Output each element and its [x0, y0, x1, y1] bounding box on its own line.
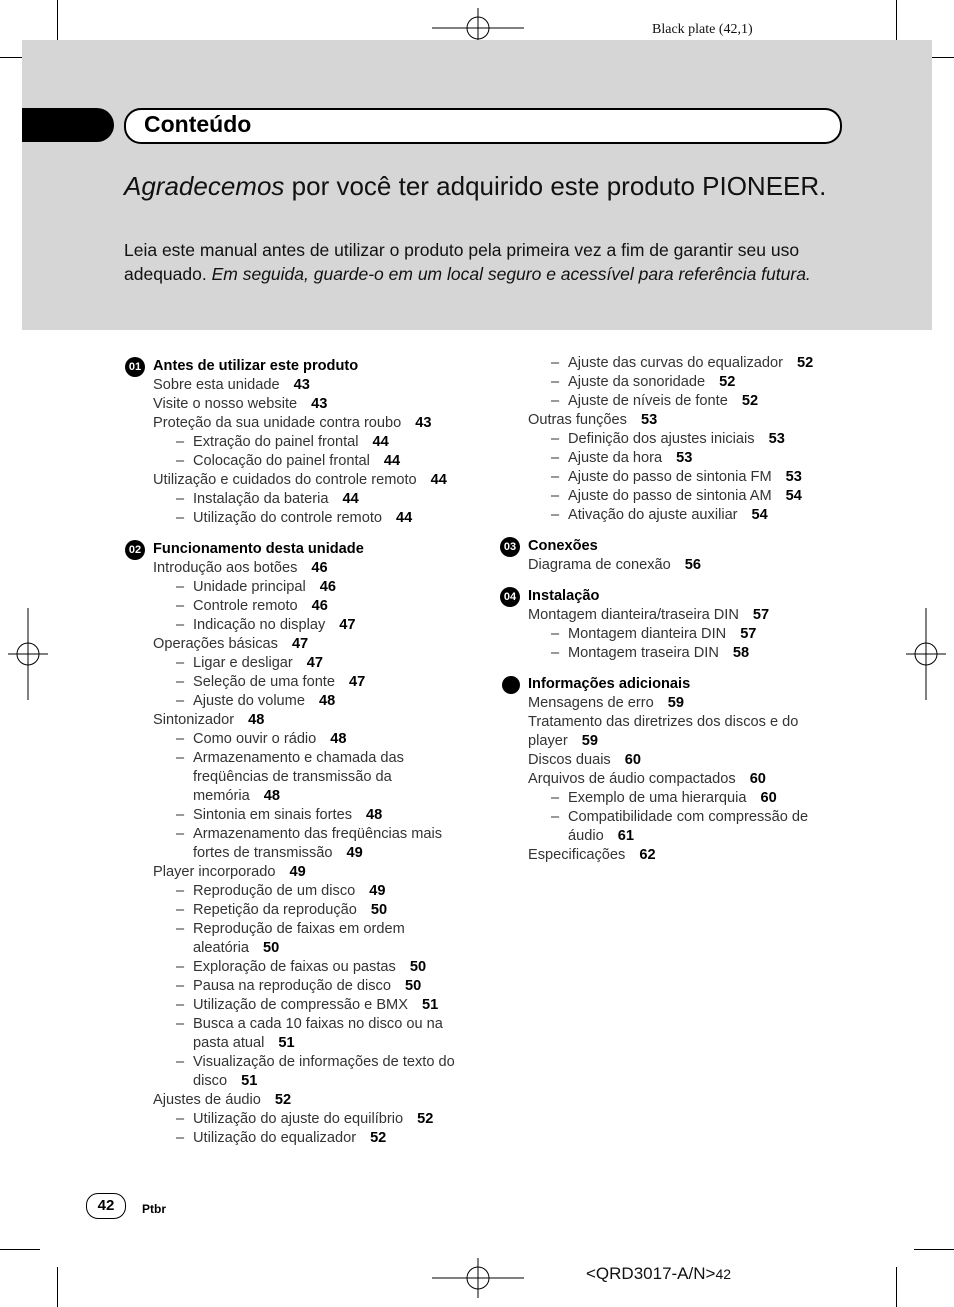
toc-page-number: 57 — [740, 626, 757, 642]
toc-entry-text: Exemplo de uma hierarquia — [568, 790, 747, 806]
toc-entry — [528, 354, 838, 373]
toc-page-number: 61 — [617, 828, 634, 844]
toc-entry-text: Ligar e desligar — [193, 655, 293, 671]
toc-page-number: 44 — [342, 491, 359, 507]
toc-entry-text: Extração do painel frontal — [193, 434, 359, 450]
crop-mark — [0, 1249, 40, 1250]
toc-entry-text: Indicação no display — [193, 617, 326, 633]
toc-page-number: 48 — [366, 807, 383, 823]
dash-bullet-icon: – — [176, 902, 185, 918]
toc-page-number: 47 — [348, 674, 366, 690]
toc-entry — [153, 490, 473, 509]
dash-bullet-icon: – — [176, 674, 185, 690]
toc-entry — [153, 559, 473, 578]
section-number-badge: 04 — [500, 587, 520, 607]
toc-entry-text: Diagrama de conexão — [528, 557, 671, 573]
section-gap — [528, 525, 838, 537]
toc-page-number: 44 — [383, 453, 401, 469]
toc-page-number: 60 — [749, 771, 766, 787]
dash-bullet-icon: – — [176, 921, 185, 937]
crop-mark — [914, 1249, 954, 1250]
toc-entry — [153, 376, 473, 395]
toc-entry — [528, 644, 838, 663]
section-gap — [153, 528, 473, 540]
toc-entry — [153, 673, 473, 692]
toc-entry-text: Player incorporado — [153, 864, 276, 880]
toc-section-heading — [503, 537, 838, 556]
dash-bullet-icon: – — [551, 469, 560, 485]
dash-bullet-icon: – — [176, 1130, 185, 1146]
toc-page-number: 60 — [624, 752, 641, 768]
dash-bullet-icon: – — [176, 1054, 185, 1070]
toc-entry-text: Utilização do controle remoto — [193, 510, 382, 526]
dash-bullet-icon: – — [551, 626, 560, 642]
dash-bullet-icon: – — [551, 507, 560, 523]
toc-entry-text: Pausa na reprodução de disco — [193, 978, 391, 994]
toc-entry-text: Utilização do ajuste do equilíbrio — [193, 1111, 404, 1127]
toc-entry-text: Proteção da sua unidade contra roubo — [153, 415, 402, 431]
toc-entry-text: Montagem dianteira/traseira DIN — [528, 607, 739, 623]
toc-page-number: 59 — [581, 733, 598, 749]
toc-page-number: 50 — [409, 959, 427, 975]
document-code — [586, 1264, 731, 1284]
toc-entry — [153, 863, 473, 882]
toc-entry — [153, 1053, 473, 1091]
section-number-badge: 01 — [125, 357, 145, 377]
toc-entry — [528, 556, 838, 575]
headline-italic: Agradecemos — [124, 171, 285, 201]
toc-section-heading — [128, 357, 473, 376]
toc-page-number: 54 — [751, 507, 768, 523]
toc-entry-text: Discos duais — [528, 752, 611, 768]
toc-entry-text: Ativação do ajuste auxiliar — [568, 507, 738, 523]
crop-mark — [57, 0, 58, 40]
toc-entry — [528, 713, 838, 751]
toc-entry-text: Introdução aos botões — [153, 560, 298, 576]
dash-bullet-icon: – — [176, 617, 185, 633]
toc-entry — [153, 433, 473, 452]
toc-page-number: 47 — [291, 636, 309, 652]
toc-page-number: 43 — [311, 396, 328, 412]
toc-page-number: 57 — [752, 607, 770, 623]
toc-entry-text: Ajustes de áudio — [153, 1092, 261, 1108]
toc-entry — [528, 411, 838, 430]
toc-entry-text: Busca a cada 10 faixas no disco ou na pasta atual — [193, 1016, 443, 1051]
toc-right-column — [503, 354, 838, 865]
toc-entry — [528, 770, 838, 789]
toc-entry — [153, 882, 473, 901]
toc-entry — [153, 1110, 473, 1129]
toc-entry-text: Visite o nosso website — [153, 396, 298, 412]
dash-bullet-icon: – — [176, 997, 185, 1013]
section-number-badge: 02 — [125, 540, 145, 560]
section-number-badge — [502, 676, 520, 694]
toc-page-number: 48 — [263, 788, 280, 804]
toc-entry-text: Instalação da bateria — [193, 491, 329, 507]
toc-section-title: Instalação — [528, 588, 600, 604]
toc-page-number: 53 — [768, 431, 785, 447]
toc-entry-text: Controle remoto — [193, 598, 298, 614]
toc-page-number: 49 — [369, 883, 386, 899]
dash-bullet-icon: – — [551, 431, 560, 447]
toc-page-number: 46 — [311, 560, 328, 576]
toc-entry-text: Armazenamento e chamada das freqüências de transmissão da memória — [193, 750, 404, 804]
toc-entry-text: Ajuste de níveis de fonte — [568, 393, 728, 409]
toc-entry — [528, 487, 838, 506]
toc-entry — [153, 920, 473, 958]
toc-entry — [528, 506, 838, 525]
toc-entry — [528, 751, 838, 770]
toc-entry — [528, 694, 838, 713]
intro-normal: Leia este manual antes de utilizar o produto pela primeira vez a fim de garantir seu uso adequado. — [124, 240, 800, 284]
toc-entry — [153, 597, 473, 616]
dash-bullet-icon: – — [176, 693, 185, 709]
toc-entry-text: Sintonizador — [153, 712, 235, 728]
toc-section-heading — [528, 675, 838, 694]
toc-entry — [528, 808, 838, 846]
toc-entry — [153, 711, 473, 730]
section-title: Conteúdo — [144, 111, 252, 137]
dash-bullet-icon: – — [551, 374, 560, 390]
toc-entry — [153, 996, 473, 1015]
toc-entry-text: Definição dos ajustes iniciais — [568, 431, 755, 447]
toc-entry — [528, 625, 838, 644]
toc-entry-text: Tratamento das diretrizes dos discos e do player — [528, 714, 799, 749]
toc-entry-text: Montagem traseira DIN — [568, 645, 719, 661]
toc-entry — [528, 430, 838, 449]
registration-mark — [906, 608, 946, 700]
toc-entry — [153, 654, 473, 673]
toc-entry-text: Repetição da reprodução — [193, 902, 357, 918]
toc-entry-text: Montagem dianteira DIN — [568, 626, 727, 642]
toc-page-number: 48 — [248, 712, 265, 728]
toc-entry — [153, 730, 473, 749]
toc-page-number: 62 — [639, 847, 656, 863]
toc-entry — [153, 692, 473, 711]
toc-section-title: Antes de utilizar este produto — [153, 358, 359, 374]
toc-section-heading — [128, 540, 473, 559]
toc-entry-text: Visualização de informações de texto do disco — [193, 1054, 455, 1089]
dash-bullet-icon: – — [176, 1016, 185, 1032]
headline-rest: por você ter adquirido este produto PIONEER. — [284, 171, 827, 201]
toc-entry — [153, 471, 473, 490]
toc-page-number: 51 — [421, 997, 439, 1013]
dash-bullet-icon: – — [176, 883, 185, 899]
toc-entry — [153, 578, 473, 597]
language-code: Ptbr — [142, 1202, 166, 1216]
toc-page-number: 54 — [785, 488, 802, 504]
toc-entry-text: Sintonia em sinais fortes — [193, 807, 352, 823]
page-number: 42 — [86, 1193, 126, 1219]
toc-page-number: 47 — [339, 617, 356, 633]
toc-page-number: 50 — [262, 940, 280, 956]
toc-entry — [153, 1129, 473, 1148]
toc-entry — [528, 373, 838, 392]
toc-entry-text: Utilização do equalizador — [193, 1130, 357, 1146]
toc-entry — [528, 846, 838, 865]
section-gap — [528, 663, 838, 675]
toc-entry-text: Arquivos de áudio compactados — [528, 771, 736, 787]
toc-page-number: 47 — [306, 655, 324, 671]
toc-entry-text: Outras funções — [528, 412, 627, 428]
crop-mark — [896, 1267, 897, 1307]
toc-section-title: Conexões — [528, 538, 598, 554]
toc-page-number: 52 — [417, 1111, 434, 1127]
dash-bullet-icon: – — [176, 510, 185, 526]
dash-bullet-icon: – — [176, 434, 185, 450]
toc-entry — [528, 449, 838, 468]
toc-page-number: 50 — [370, 902, 388, 918]
dash-bullet-icon: – — [176, 959, 185, 975]
toc-page-number: 51 — [278, 1035, 295, 1051]
toc-entry — [528, 789, 838, 808]
toc-page-number: 59 — [667, 695, 684, 711]
dash-bullet-icon: – — [551, 355, 560, 371]
toc-entry — [153, 958, 473, 977]
toc-page-number: 52 — [719, 374, 736, 390]
toc-page-number: 50 — [404, 978, 422, 994]
dash-bullet-icon: – — [176, 655, 185, 671]
toc-entry-text: Armazenamento das freqüências mais fortes de transmissão — [193, 826, 443, 861]
toc-entry — [153, 635, 473, 654]
toc-entry — [153, 1091, 473, 1110]
toc-entry — [528, 392, 838, 411]
section-number-badge: 03 — [500, 537, 520, 557]
headline — [124, 172, 844, 200]
toc-entry — [153, 1015, 473, 1053]
toc-entry — [153, 749, 473, 806]
toc-page-number: 60 — [760, 790, 777, 806]
toc-page-number: 48 — [318, 693, 336, 709]
toc-entry-text: Ajuste da hora — [568, 450, 663, 466]
toc-page-number: 44 — [396, 510, 413, 526]
toc-page-number: 43 — [293, 377, 310, 393]
dash-bullet-icon: – — [551, 488, 560, 504]
document-code-suffix: 42 — [715, 1266, 732, 1282]
toc-entry-text: Seleção de uma fonte — [193, 674, 335, 690]
toc-page-number: 49 — [346, 845, 363, 861]
toc-entry-text: Ajuste do volume — [193, 693, 305, 709]
toc-entry-text: Unidade principal — [193, 579, 306, 595]
dash-bullet-icon: – — [176, 807, 185, 823]
toc-page-number: 53 — [640, 412, 658, 428]
toc-entry-text: Mensagens de erro — [528, 695, 654, 711]
toc-page-number: 46 — [311, 598, 328, 614]
intro-italic: Em seguida, guarde-o em um local seguro e acessível para referência futura. — [211, 263, 811, 284]
toc-page-number: 43 — [415, 415, 432, 431]
dash-bullet-icon: – — [551, 790, 560, 806]
dash-bullet-icon: – — [551, 393, 560, 409]
dash-bullet-icon: – — [176, 750, 185, 766]
toc-entry — [153, 414, 473, 433]
toc-entry-text: Ajuste das curvas do equalizador — [568, 355, 783, 371]
toc-entry-text: Reprodução de um disco — [193, 883, 356, 899]
toc-entry-text: Compatibilidade com compressão de áudio — [568, 809, 809, 844]
toc-entry-text: Ajuste do passo de sintonia FM — [568, 469, 772, 485]
dash-bullet-icon: – — [176, 1111, 185, 1127]
toc-page-number: 48 — [330, 731, 347, 747]
toc-entry-text: Exploração de faixas ou pastas — [193, 959, 396, 975]
crop-mark — [896, 0, 897, 40]
toc-entry — [528, 468, 838, 487]
dash-bullet-icon: – — [551, 645, 560, 661]
toc-page-number: 52 — [274, 1092, 292, 1108]
toc-entry — [153, 977, 473, 996]
toc-entry — [153, 395, 473, 414]
toc-entry — [153, 616, 473, 635]
toc-entry — [153, 825, 473, 863]
toc-page-number: 53 — [785, 469, 802, 485]
toc-entry — [153, 901, 473, 920]
toc-page-number: 51 — [241, 1073, 258, 1089]
toc-entry-text: Como ouvir o rádio — [193, 731, 317, 747]
toc-entry-text: Ajuste do passo de sintonia AM — [568, 488, 772, 504]
toc-page-number: 52 — [370, 1130, 387, 1146]
toc-entry-text: Ajuste da sonoridade — [568, 374, 706, 390]
dash-bullet-icon: – — [176, 453, 185, 469]
toc-entry-text: Colocação do painel frontal — [193, 453, 370, 469]
crop-mark — [57, 1267, 58, 1307]
dash-bullet-icon: – — [176, 978, 185, 994]
toc-entry-text: Utilização de compressão e BMX — [193, 997, 408, 1013]
plate-label: Black plate (42,1) — [652, 22, 753, 37]
dash-bullet-icon: – — [176, 598, 185, 614]
dash-bullet-icon: – — [176, 491, 185, 507]
registration-mark — [8, 608, 48, 700]
toc-left-column — [128, 357, 473, 1148]
section-title-bar — [124, 108, 842, 144]
toc-entry — [153, 452, 473, 471]
toc-page-number: 44 — [430, 472, 447, 488]
intro-paragraph — [124, 239, 844, 286]
dash-bullet-icon: – — [176, 579, 185, 595]
section-gap — [528, 575, 838, 587]
dash-bullet-icon: – — [551, 450, 560, 466]
toc-page-number: 53 — [676, 450, 693, 466]
toc-entry — [153, 806, 473, 825]
toc-page-number: 49 — [289, 864, 306, 880]
toc-page-number: 56 — [684, 557, 702, 573]
toc-page-number: 58 — [732, 645, 750, 661]
toc-entry-text: Sobre esta unidade — [153, 377, 280, 393]
dash-bullet-icon: – — [176, 731, 185, 747]
registration-mark — [432, 1258, 524, 1298]
toc-entry-text: Reprodução de faixas em ordem aleatória — [193, 921, 405, 956]
toc-section-title: Funcionamento desta unidade — [153, 541, 364, 557]
toc-page-number: 46 — [319, 579, 337, 595]
toc-entry — [153, 509, 473, 528]
dash-bullet-icon: – — [551, 809, 560, 825]
dash-bullet-icon: – — [176, 826, 185, 842]
toc-page-number: 44 — [372, 434, 389, 450]
toc-entry — [528, 606, 838, 625]
toc-entry-text: Operações básicas — [153, 636, 278, 652]
document-code-text: <QRD3017-A/N> — [586, 1264, 716, 1283]
toc-section-title: Informações adicionais — [528, 676, 691, 692]
toc-page-number: 52 — [741, 393, 759, 409]
toc-entry-text: Especificações — [528, 847, 626, 863]
toc-section-heading — [503, 587, 838, 606]
toc-page-number: 52 — [796, 355, 814, 371]
toc-entry-text: Utilização e cuidados do controle remoto — [153, 472, 417, 488]
section-tab-marker — [22, 108, 114, 142]
